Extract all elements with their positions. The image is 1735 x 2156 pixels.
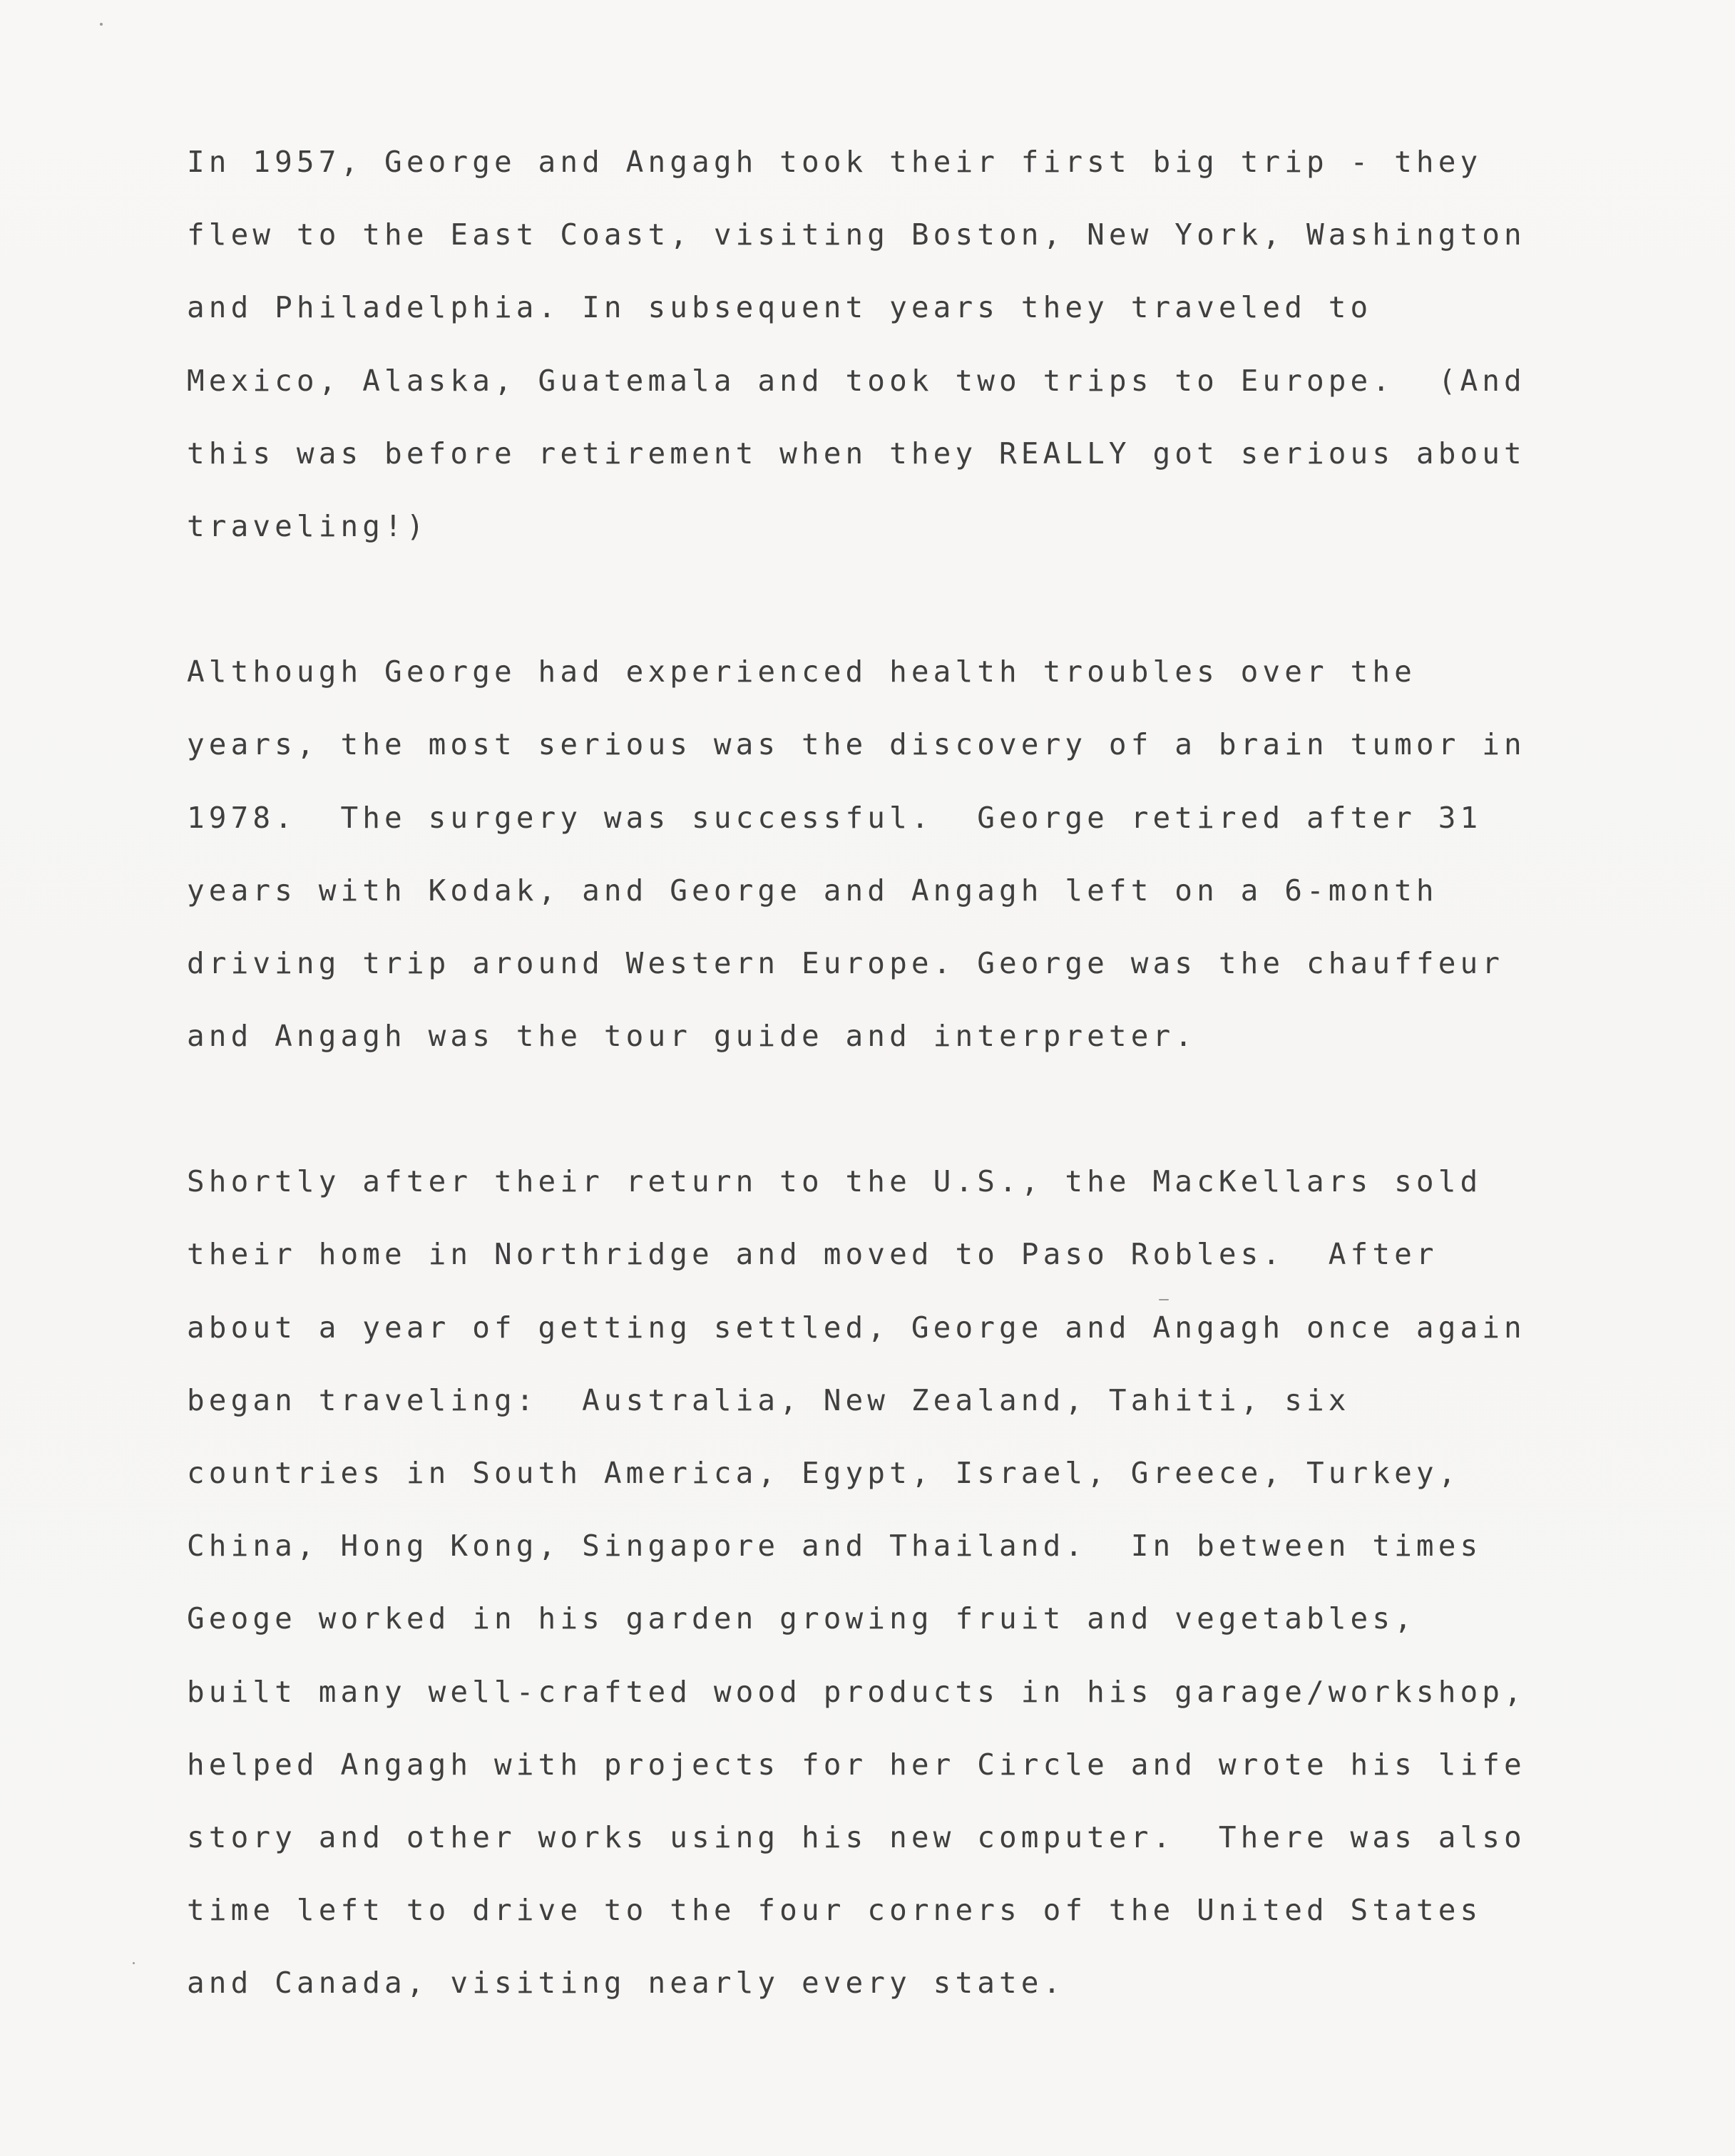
text-line: flew to the East Coast, visiting Boston, New York, Washington bbox=[187, 217, 1526, 252]
text-line: driving trip around Western Europe. George was the chauffeur bbox=[187, 945, 1505, 980]
text-line: traveling!) bbox=[187, 508, 429, 543]
paper-speck bbox=[133, 1962, 135, 1964]
text-line: built many well-crafted wood products in his garage/workshop, bbox=[187, 1674, 1526, 1709]
text-line: about a year of getting settled, George and Angagh once again bbox=[187, 1310, 1526, 1345]
text-line: Although George had experienced health troubles over the bbox=[187, 654, 1416, 689]
text-line: Mexico, Alaska, Guatemala and took two trips to Europe. (And bbox=[187, 363, 1526, 398]
text-line: their home in Northridge and moved to Paso Robles. After bbox=[187, 1237, 1438, 1272]
paragraph-health-retirement bbox=[187, 635, 1627, 1072]
text-line: and Philadelphia. In subsequent years they traveled to bbox=[187, 290, 1373, 325]
paragraph-travel-early bbox=[187, 125, 1627, 563]
paragraph-paso-robles bbox=[187, 1145, 1627, 2019]
text-line: time left to drive to the four corners of the United States bbox=[187, 1893, 1483, 1928]
text-line: 1978. The surgery was successful. George retired after 31 bbox=[187, 800, 1483, 835]
typed-text-body bbox=[187, 125, 1627, 2020]
text-line: Geoge worked in his garden growing fruit and vegetables, bbox=[187, 1601, 1416, 1636]
text-line: In 1957, George and Angagh took their first big trip - they bbox=[187, 145, 1483, 179]
text-line: countries in South America, Egypt, Israel, Greece, Turkey, bbox=[187, 1456, 1460, 1490]
text-line: years with Kodak, and George and Angagh left on a 6-month bbox=[187, 873, 1438, 908]
paper-speck bbox=[100, 23, 103, 26]
text-line: Shortly after their return to the U.S., the MacKellars sold bbox=[187, 1164, 1483, 1199]
text-line: years, the most serious was the discovery of a brain tumor in bbox=[187, 727, 1526, 762]
text-line: and Canada, visiting nearly every state. bbox=[187, 1966, 1065, 2001]
text-line: began traveling: Australia, New Zealand, Tahiti, six bbox=[187, 1382, 1351, 1417]
text-line: and Angagh was the tour guide and interpreter. bbox=[187, 1019, 1197, 1054]
text-line: story and other works using his new computer. There was also bbox=[187, 1819, 1526, 1854]
text-line: helped Angagh with projects for her Circle and wrote his life bbox=[187, 1747, 1526, 1782]
text-line: this was before retirement when they REALLY got serious about bbox=[187, 436, 1526, 471]
text-line: China, Hong Kong, Singapore and Thailand. In between times bbox=[187, 1529, 1483, 1564]
